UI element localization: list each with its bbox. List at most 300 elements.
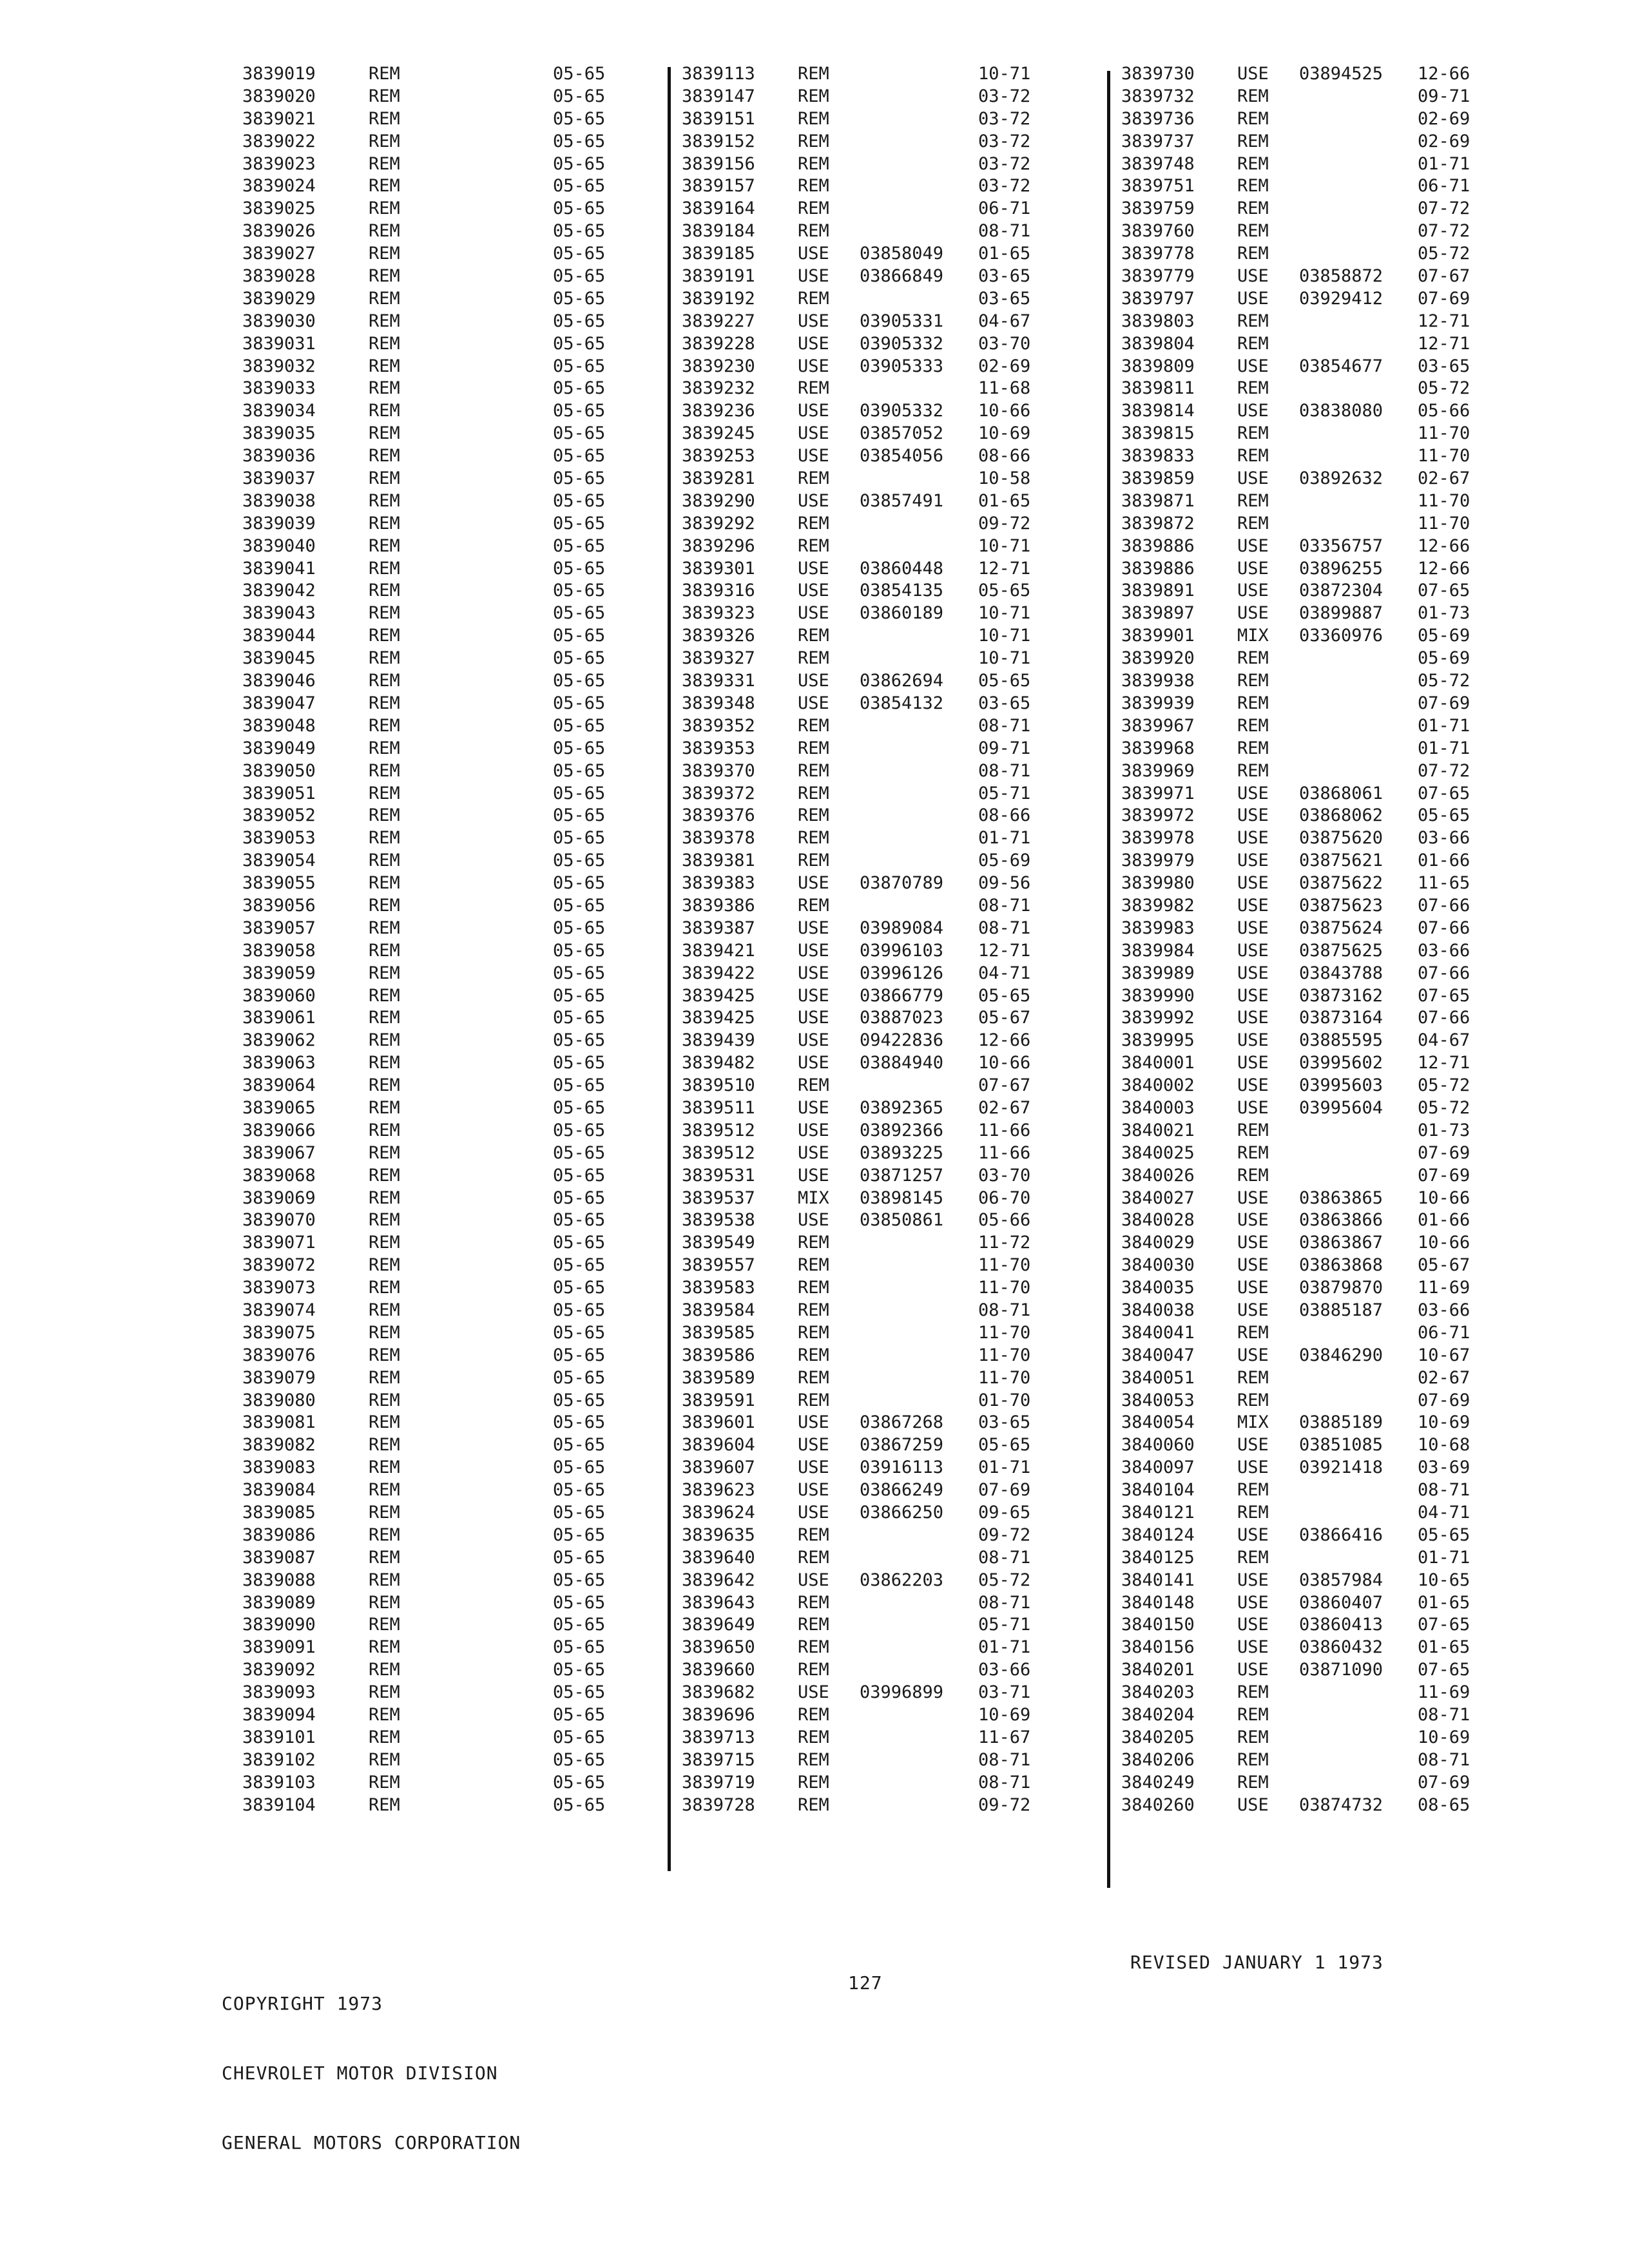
action-code: USE (1237, 1615, 1269, 1635)
replacement-part-number: 03875620 (1299, 828, 1383, 849)
part-number: 3840054 (1121, 1412, 1195, 1433)
action-code: REM (1237, 1705, 1269, 1725)
action-code: REM (1237, 176, 1269, 197)
effective-date: 11-70 (978, 1345, 1031, 1365)
part-number: 3839064 (242, 1075, 316, 1096)
effective-date: 05-65 (553, 1705, 606, 1725)
effective-date: 06-70 (978, 1187, 1031, 1208)
part-number: 3839151 (682, 108, 755, 129)
part-number: 3839228 (682, 333, 755, 354)
part-number: 3839510 (682, 1075, 755, 1096)
part-number: 3840204 (1121, 1705, 1195, 1725)
replacement-part-number: 03843788 (1299, 963, 1383, 983)
part-row (242, 333, 622, 356)
part-number: 3839804 (1121, 333, 1195, 354)
replacement-part-number: 03866849 (860, 266, 944, 287)
part-number: 3839035 (242, 423, 316, 444)
part-number: 3839054 (242, 850, 316, 871)
action-code: REM (369, 1727, 400, 1747)
part-row (242, 670, 622, 693)
effective-date: 05-65 (553, 490, 606, 511)
effective-date: 12-66 (1418, 64, 1470, 84)
part-number: 3839045 (242, 648, 316, 669)
effective-date: 06-71 (1418, 176, 1470, 197)
replacement-part-number: 03356757 (1299, 535, 1383, 556)
action-code: REM (369, 1682, 400, 1703)
part-row (242, 513, 622, 535)
action-code: REM (1237, 108, 1269, 129)
action-code: USE (798, 1682, 829, 1703)
action-code: REM (369, 1233, 400, 1253)
effective-date: 05-72 (978, 1570, 1031, 1590)
part-row (682, 108, 1094, 131)
part-row (242, 693, 622, 715)
effective-date: 05-65 (1418, 1524, 1470, 1545)
part-row (1121, 378, 1534, 400)
part-row (1121, 86, 1534, 108)
part-row (1121, 513, 1534, 535)
action-code: REM (369, 468, 400, 489)
effective-date: 05-65 (553, 1255, 606, 1276)
part-row (682, 1142, 1094, 1165)
part-number: 3840097 (1121, 1457, 1195, 1478)
replacement-part-number: 03905333 (860, 356, 944, 376)
effective-date: 11-69 (1418, 1278, 1470, 1298)
part-row (1121, 1142, 1534, 1165)
part-row (682, 1300, 1094, 1322)
action-code: USE (1237, 985, 1269, 1006)
part-number: 3839421 (682, 940, 755, 961)
page-number: 127 (848, 1972, 883, 1994)
part-number: 3839803 (1121, 311, 1195, 331)
part-number: 3839984 (1121, 940, 1195, 961)
effective-date: 07-66 (1418, 918, 1470, 938)
effective-date: 05-65 (553, 963, 606, 983)
effective-date: 07-67 (978, 1075, 1031, 1096)
action-code: REM (369, 1120, 400, 1140)
effective-date: 09-56 (978, 873, 1031, 894)
part-number: 3839157 (682, 176, 755, 197)
part-number: 3839601 (682, 1412, 755, 1433)
part-row (242, 1547, 622, 1570)
effective-date: 05-65 (553, 1008, 606, 1028)
part-row (242, 1749, 622, 1772)
effective-date: 08-71 (978, 1547, 1031, 1568)
part-number: 3839281 (682, 468, 755, 489)
part-row (1121, 535, 1534, 558)
part-number: 3839348 (682, 693, 755, 713)
part-number: 3840249 (1121, 1772, 1195, 1792)
effective-date: 05-65 (553, 176, 606, 197)
effective-date: 05-65 (553, 266, 606, 287)
part-row (682, 1704, 1094, 1727)
part-number: 3840104 (1121, 1480, 1195, 1501)
part-number: 3840203 (1121, 1682, 1195, 1703)
part-row (1121, 963, 1534, 985)
part-number: 3839060 (242, 985, 316, 1006)
effective-date: 03-71 (978, 1682, 1031, 1703)
action-code: REM (798, 1278, 829, 1298)
part-row (682, 356, 1094, 378)
part-row (682, 1030, 1094, 1052)
effective-date: 10-66 (978, 401, 1031, 421)
part-number: 3839094 (242, 1705, 316, 1725)
part-number: 3839859 (1121, 468, 1195, 489)
part-number: 3839038 (242, 490, 316, 511)
part-number: 3839623 (682, 1480, 755, 1501)
part-number: 3839296 (682, 535, 755, 556)
effective-date: 05-65 (978, 985, 1031, 1006)
part-row (682, 175, 1094, 198)
effective-date: 07-72 (1418, 221, 1470, 242)
part-row (242, 1794, 622, 1817)
part-number: 3840001 (1121, 1053, 1195, 1073)
part-row (1121, 63, 1534, 86)
part-number: 3839290 (682, 490, 755, 511)
part-number: 3839046 (242, 671, 316, 691)
part-number: 3839192 (682, 288, 755, 309)
action-code: REM (798, 176, 829, 197)
part-number: 3839085 (242, 1503, 316, 1523)
part-row (682, 131, 1094, 153)
effective-date: 09-71 (1418, 86, 1470, 106)
part-row (1121, 265, 1534, 288)
part-row (682, 738, 1094, 760)
effective-date: 05-65 (553, 288, 606, 309)
action-code: REM (798, 1592, 829, 1613)
part-row (1121, 1570, 1534, 1592)
effective-date: 01-71 (978, 1637, 1031, 1658)
part-row (242, 648, 622, 670)
action-code: USE (798, 985, 829, 1006)
action-code: REM (369, 1412, 400, 1433)
part-row (682, 243, 1094, 265)
effective-date: 08-71 (978, 1749, 1031, 1770)
effective-date: 05-67 (1418, 1255, 1470, 1276)
replacement-part-number: 03863868 (1299, 1255, 1383, 1276)
part-row (242, 1030, 622, 1052)
part-number: 3839036 (242, 446, 316, 466)
effective-date: 11-70 (978, 1322, 1031, 1343)
part-row (242, 985, 622, 1008)
part-number: 3839591 (682, 1390, 755, 1410)
part-row (682, 670, 1094, 693)
part-number: 3839370 (682, 760, 755, 781)
action-code: REM (1237, 738, 1269, 758)
part-row (1121, 1187, 1534, 1210)
replacement-part-number: 03879870 (1299, 1278, 1383, 1298)
part-number: 3839080 (242, 1390, 316, 1410)
action-code: REM (1237, 648, 1269, 669)
effective-date: 05-65 (553, 86, 606, 106)
effective-date: 05-65 (553, 1570, 606, 1590)
part-row (242, 827, 622, 850)
action-code: USE (1237, 1457, 1269, 1478)
part-number: 3839069 (242, 1187, 316, 1208)
effective-date: 01-71 (978, 1457, 1031, 1478)
effective-date: 05-65 (553, 581, 606, 601)
action-code: REM (369, 131, 400, 151)
effective-date: 05-72 (1418, 378, 1470, 399)
part-number: 3839939 (1121, 693, 1195, 713)
part-row (1121, 738, 1534, 760)
part-number: 3840053 (1121, 1390, 1195, 1410)
part-number: 3840051 (1121, 1367, 1195, 1388)
part-row (1121, 1367, 1534, 1390)
action-code: REM (369, 1165, 400, 1186)
action-code: REM (798, 64, 829, 84)
action-code: REM (369, 535, 400, 556)
part-number: 3839081 (242, 1412, 316, 1433)
action-code: REM (798, 738, 829, 758)
effective-date: 07-72 (1418, 760, 1470, 781)
part-number: 3839028 (242, 266, 316, 287)
part-number: 3839253 (682, 446, 755, 466)
effective-date: 05-65 (553, 1547, 606, 1568)
part-number: 3839164 (682, 198, 755, 219)
effective-date: 05-65 (553, 1345, 606, 1365)
action-code: USE (1237, 64, 1269, 84)
part-row (242, 940, 622, 963)
effective-date: 05-65 (978, 671, 1031, 691)
effective-date: 03-72 (978, 131, 1031, 151)
action-code: USE (1237, 558, 1269, 579)
effective-date: 05-72 (1418, 244, 1470, 264)
effective-date: 05-66 (978, 1210, 1031, 1231)
action-code: REM (369, 1480, 400, 1501)
action-code: USE (798, 1030, 829, 1051)
part-number: 3839660 (682, 1660, 755, 1680)
effective-date: 05-65 (553, 985, 606, 1006)
part-row (682, 535, 1094, 558)
part-row (242, 1704, 622, 1727)
part-number: 3839938 (1121, 671, 1195, 691)
effective-date: 01-73 (1418, 603, 1470, 624)
effective-date: 10-69 (1418, 1727, 1470, 1747)
part-row (1121, 602, 1534, 625)
part-number: 3839713 (682, 1727, 755, 1747)
parts-column-2 (682, 63, 1094, 1816)
part-number: 3839886 (1121, 535, 1195, 556)
part-number: 3840047 (1121, 1345, 1195, 1365)
action-code: REM (1237, 693, 1269, 713)
action-code: REM (798, 828, 829, 849)
action-code: REM (1237, 1547, 1269, 1568)
action-code: REM (1237, 423, 1269, 444)
action-code: REM (1237, 1503, 1269, 1523)
part-number: 3839736 (1121, 108, 1195, 129)
action-code: REM (369, 1615, 400, 1635)
action-code: REM (1237, 446, 1269, 466)
action-code: REM (369, 985, 400, 1006)
part-number: 3839292 (682, 513, 755, 533)
part-row (242, 1412, 622, 1434)
effective-date: 01-65 (978, 244, 1031, 264)
part-number: 3839103 (242, 1772, 316, 1792)
action-code: REM (369, 86, 400, 106)
part-number: 3839051 (242, 783, 316, 803)
action-code: REM (369, 738, 400, 758)
action-code: USE (798, 1210, 829, 1231)
part-row (242, 131, 622, 153)
effective-date: 05-65 (553, 1187, 606, 1208)
action-code: USE (798, 401, 829, 421)
replacement-part-number: 03875621 (1299, 850, 1383, 871)
effective-date: 08-71 (1418, 1705, 1470, 1725)
effective-date: 09-72 (978, 513, 1031, 533)
replacement-part-number: 03905332 (860, 401, 944, 421)
action-code: REM (798, 1772, 829, 1792)
action-code: USE (1237, 1097, 1269, 1118)
part-number: 3839797 (1121, 288, 1195, 309)
part-row (682, 1570, 1094, 1592)
action-code: USE (798, 603, 829, 624)
action-code: REM (369, 378, 400, 399)
action-code: USE (1237, 850, 1269, 871)
action-code: USE (1237, 1570, 1269, 1590)
effective-date: 09-65 (978, 1503, 1031, 1523)
action-code: USE (1237, 1660, 1269, 1680)
replacement-part-number: 03860189 (860, 603, 944, 624)
effective-date: 07-72 (1418, 198, 1470, 219)
part-number: 3839113 (682, 64, 755, 84)
effective-date: 11-72 (978, 1233, 1031, 1253)
part-number: 3839087 (242, 1547, 316, 1568)
part-number: 3839642 (682, 1570, 755, 1590)
part-number: 3839897 (1121, 603, 1195, 624)
action-code: REM (369, 1053, 400, 1073)
effective-date: 05-65 (553, 603, 606, 624)
replacement-part-number: 03860413 (1299, 1615, 1383, 1635)
part-row (1121, 1524, 1534, 1547)
effective-date: 05-65 (553, 873, 606, 894)
action-code: REM (1237, 378, 1269, 399)
effective-date: 05-65 (553, 1322, 606, 1343)
replacement-part-number: 03854677 (1299, 356, 1383, 376)
part-number: 3839147 (682, 86, 755, 106)
replacement-part-number: 03851085 (1299, 1435, 1383, 1456)
action-code: REM (1237, 1727, 1269, 1747)
action-code: USE (798, 266, 829, 287)
effective-date: 10-65 (1418, 1570, 1470, 1590)
part-row (682, 311, 1094, 333)
part-row (682, 558, 1094, 581)
part-number: 3839043 (242, 603, 316, 624)
part-row (242, 311, 622, 333)
action-code: REM (798, 131, 829, 151)
part-row (242, 1727, 622, 1749)
action-code: REM (798, 513, 829, 533)
effective-date: 07-66 (1418, 963, 1470, 983)
replacement-part-number: 03858872 (1299, 266, 1383, 287)
part-number: 3839972 (1121, 805, 1195, 826)
action-code: USE (1237, 783, 1269, 803)
part-number: 3840148 (1121, 1592, 1195, 1613)
action-code: REM (1237, 715, 1269, 736)
action-code: USE (798, 1097, 829, 1118)
effective-date: 03-65 (978, 1412, 1031, 1433)
action-code: REM (1237, 131, 1269, 151)
part-row (1121, 670, 1534, 693)
part-number: 3839969 (1121, 760, 1195, 781)
effective-date: 10-71 (978, 603, 1031, 624)
effective-date: 05-65 (553, 446, 606, 466)
effective-date: 05-65 (553, 423, 606, 444)
action-code: REM (369, 805, 400, 826)
part-number: 3839760 (1121, 221, 1195, 242)
part-number: 3840030 (1121, 1255, 1195, 1276)
part-number: 3839039 (242, 513, 316, 533)
part-number: 3839584 (682, 1300, 755, 1320)
part-row (242, 400, 622, 423)
part-row (682, 1524, 1094, 1547)
part-number: 3840124 (1121, 1524, 1195, 1545)
part-row (242, 468, 622, 490)
part-number: 3839088 (242, 1570, 316, 1590)
effective-date: 05-65 (553, 1097, 606, 1118)
action-code: USE (1237, 1637, 1269, 1658)
action-code: USE (1237, 1053, 1269, 1073)
part-row (1121, 1345, 1534, 1367)
part-number: 3840205 (1121, 1727, 1195, 1747)
part-row (242, 1097, 622, 1120)
action-code: USE (798, 693, 829, 713)
effective-date: 03-66 (1418, 940, 1470, 961)
part-number: 3839982 (1121, 895, 1195, 916)
replacement-part-number: 03860407 (1299, 1592, 1383, 1613)
part-row (1121, 1277, 1534, 1300)
part-number: 3839047 (242, 693, 316, 713)
action-code: REM (798, 626, 829, 646)
part-row (1121, 153, 1534, 176)
effective-date: 10-66 (1418, 1187, 1470, 1208)
part-number: 3839811 (1121, 378, 1195, 399)
replacement-part-number: 03996103 (860, 940, 944, 961)
part-row (242, 918, 622, 940)
effective-date: 11-68 (978, 378, 1031, 399)
effective-date: 05-65 (553, 1682, 606, 1703)
effective-date: 11-70 (1418, 423, 1470, 444)
part-number: 3839649 (682, 1615, 755, 1635)
part-row (242, 625, 622, 648)
part-row (242, 1120, 622, 1142)
effective-date: 05-67 (978, 1008, 1031, 1028)
part-row (682, 1367, 1094, 1390)
action-code: REM (798, 468, 829, 489)
replacement-part-number: 03873164 (1299, 1008, 1383, 1028)
effective-date: 01-65 (978, 490, 1031, 511)
effective-date: 09-72 (978, 1524, 1031, 1545)
effective-date: 05-65 (553, 1412, 606, 1433)
effective-date: 03-66 (1418, 1300, 1470, 1320)
replacement-part-number: 03854135 (860, 581, 944, 601)
part-number: 3839071 (242, 1233, 316, 1253)
effective-date: 05-65 (553, 738, 606, 758)
effective-date: 10-69 (978, 423, 1031, 444)
part-number: 3839024 (242, 176, 316, 197)
action-code: USE (1237, 535, 1269, 556)
effective-date: 03-65 (978, 693, 1031, 713)
action-code: REM (798, 86, 829, 106)
part-number: 3839191 (682, 266, 755, 287)
effective-date: 01-71 (1418, 738, 1470, 758)
part-row (242, 558, 622, 581)
replacement-part-number: 03862203 (860, 1570, 944, 1590)
action-code: REM (369, 715, 400, 736)
part-row (682, 895, 1094, 918)
part-number: 3839236 (682, 401, 755, 421)
action-code: REM (369, 1503, 400, 1523)
